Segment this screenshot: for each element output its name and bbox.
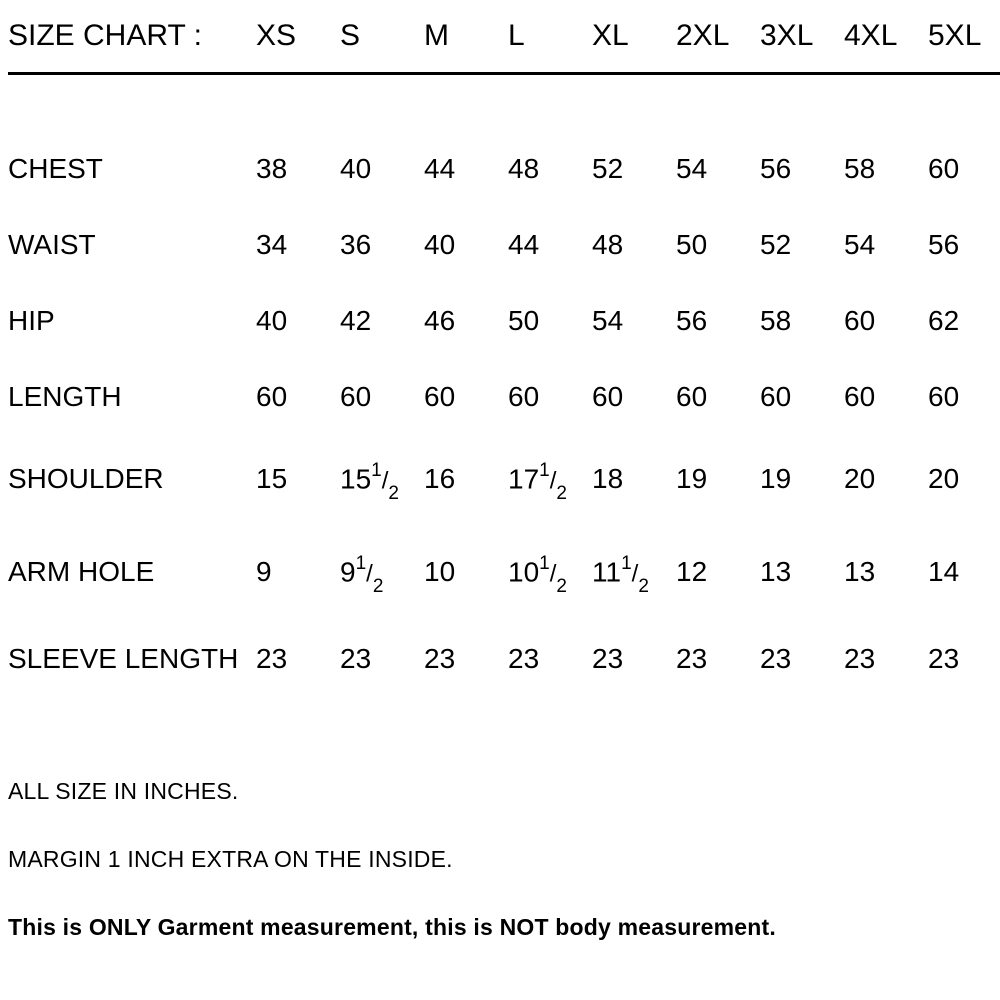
cell-sleeve-length-s: 23 xyxy=(340,642,372,674)
cell-length-xl: 60 xyxy=(592,381,624,412)
cell-arm-hole-4xl: 13 xyxy=(844,556,876,588)
cell-shoulder-2xl: 19 xyxy=(676,463,708,495)
row-label-hip: HIP xyxy=(8,305,55,336)
cell-waist-m: 40 xyxy=(424,229,456,260)
cell-chest-3xl: 56 xyxy=(760,153,792,184)
cell-shoulder-l: $17^1/_2$ xyxy=(508,460,567,504)
table-row xyxy=(8,207,1000,283)
cell-shoulder-s: $15^1/_2$ xyxy=(340,460,399,504)
cell-chest-m: 44 xyxy=(424,153,456,184)
cell-chest-xs: 38 xyxy=(256,153,288,184)
cell-arm-hole-l: $10^1/_2$ xyxy=(508,552,567,597)
cell-arm-hole-2xl: 12 xyxy=(676,556,708,588)
column-header-xs: XS xyxy=(256,19,297,52)
cell-length-m: 60 xyxy=(424,381,456,412)
cell-arm-hole-xl: $11^1/_2$ xyxy=(592,552,649,597)
cell-sleeve-length-4xl: 23 xyxy=(844,642,876,674)
cell-chest-s: 40 xyxy=(340,153,372,184)
note-margin: MARGIN 1 INCH EXTRA ON THE INSIDE. xyxy=(8,846,453,872)
cell-sleeve-length-m: 23 xyxy=(424,642,456,674)
row-label-waist: WAIST xyxy=(8,229,96,260)
cell-length-2xl: 60 xyxy=(676,381,708,412)
cell-hip-xl: 54 xyxy=(592,305,624,336)
column-header-l: L xyxy=(508,19,525,52)
row-label-arm-hole: ARM HOLE xyxy=(8,556,155,588)
column-header-5xl: 5XL xyxy=(928,19,982,52)
column-header-s: S xyxy=(340,19,361,52)
cell-hip-xs: 40 xyxy=(256,305,288,336)
row-label-shoulder: SHOULDER xyxy=(8,463,164,495)
cell-chest-xl: 52 xyxy=(592,153,624,184)
cell-arm-hole-3xl: 13 xyxy=(760,556,792,588)
row-label-chest: CHEST xyxy=(8,153,103,184)
cell-chest-5xl: 60 xyxy=(928,153,960,184)
column-header-2xl: 2XL xyxy=(676,19,730,52)
cell-shoulder-5xl: 20 xyxy=(928,463,960,495)
cell-waist-xs: 34 xyxy=(256,229,288,260)
table-row xyxy=(8,621,1000,697)
header-spacer-row xyxy=(8,75,1000,131)
notes-section xyxy=(8,780,988,984)
cell-waist-4xl: 54 xyxy=(844,229,876,260)
cell-waist-s: 36 xyxy=(340,229,372,260)
cell-shoulder-3xl: 19 xyxy=(760,463,792,495)
note-garment-measurement: This is ONLY Garment measurement, this is NOT body measurement. xyxy=(8,914,776,940)
cell-sleeve-length-2xl: 23 xyxy=(676,642,708,674)
cell-shoulder-xs: 15 xyxy=(256,463,288,495)
table-header-row xyxy=(8,0,1000,72)
cell-hip-l: 50 xyxy=(508,305,540,336)
header-spacer-cell xyxy=(8,75,1000,131)
column-header-3xl: 3XL xyxy=(760,19,814,52)
table-row xyxy=(8,283,1000,359)
cell-sleeve-length-xs: 23 xyxy=(256,642,288,674)
size-chart-table xyxy=(8,0,1000,697)
note-units: ALL SIZE IN INCHES. xyxy=(8,778,239,804)
cell-shoulder-xl: 18 xyxy=(592,463,624,495)
table-row xyxy=(8,435,1000,528)
cell-hip-m: 46 xyxy=(424,305,456,336)
cell-sleeve-length-5xl: 23 xyxy=(928,642,960,674)
cell-waist-2xl: 50 xyxy=(676,229,708,260)
cell-length-xs: 60 xyxy=(256,381,288,412)
cell-arm-hole-m: 10 xyxy=(424,556,456,588)
cell-chest-4xl: 58 xyxy=(844,153,876,184)
cell-hip-s: 42 xyxy=(340,305,372,336)
row-label-length: LENGTH xyxy=(8,381,122,412)
cell-waist-xl: 48 xyxy=(592,229,624,260)
cell-chest-l: 48 xyxy=(508,153,540,184)
table-row xyxy=(8,131,1000,207)
cell-shoulder-m: 16 xyxy=(424,463,456,495)
column-header-xl: XL xyxy=(592,19,629,52)
cell-length-l: 60 xyxy=(508,381,540,412)
cell-length-3xl: 60 xyxy=(760,381,792,412)
cell-length-5xl: 60 xyxy=(928,381,960,412)
table-row xyxy=(8,359,1000,435)
size-chart-title: SIZE CHART : xyxy=(8,19,202,52)
cell-arm-hole-s: $9^1/_2$ xyxy=(340,552,384,597)
cell-length-4xl: 60 xyxy=(844,381,876,412)
cell-waist-3xl: 52 xyxy=(760,229,792,260)
cell-arm-hole-xs: 9 xyxy=(256,556,272,588)
column-header-m: M xyxy=(424,19,449,52)
cell-shoulder-4xl: 20 xyxy=(844,463,876,495)
cell-hip-2xl: 56 xyxy=(676,305,708,336)
cell-sleeve-length-l: 23 xyxy=(508,642,540,674)
row-label-sleeve-length: SLEEVE LENGTH xyxy=(8,642,239,674)
cell-waist-5xl: 56 xyxy=(928,229,960,260)
cell-arm-hole-5xl: 14 xyxy=(928,556,960,588)
cell-sleeve-length-xl: 23 xyxy=(592,642,624,674)
cell-hip-3xl: 58 xyxy=(760,305,792,336)
cell-hip-4xl: 60 xyxy=(844,305,876,336)
cell-sleeve-length-3xl: 23 xyxy=(760,642,792,674)
cell-chest-2xl: 54 xyxy=(676,153,708,184)
table-row xyxy=(8,528,1000,621)
cell-waist-l: 44 xyxy=(508,229,540,260)
cell-length-s: 60 xyxy=(340,381,372,412)
column-header-4xl: 4XL xyxy=(844,19,898,52)
cell-hip-5xl: 62 xyxy=(928,305,960,336)
